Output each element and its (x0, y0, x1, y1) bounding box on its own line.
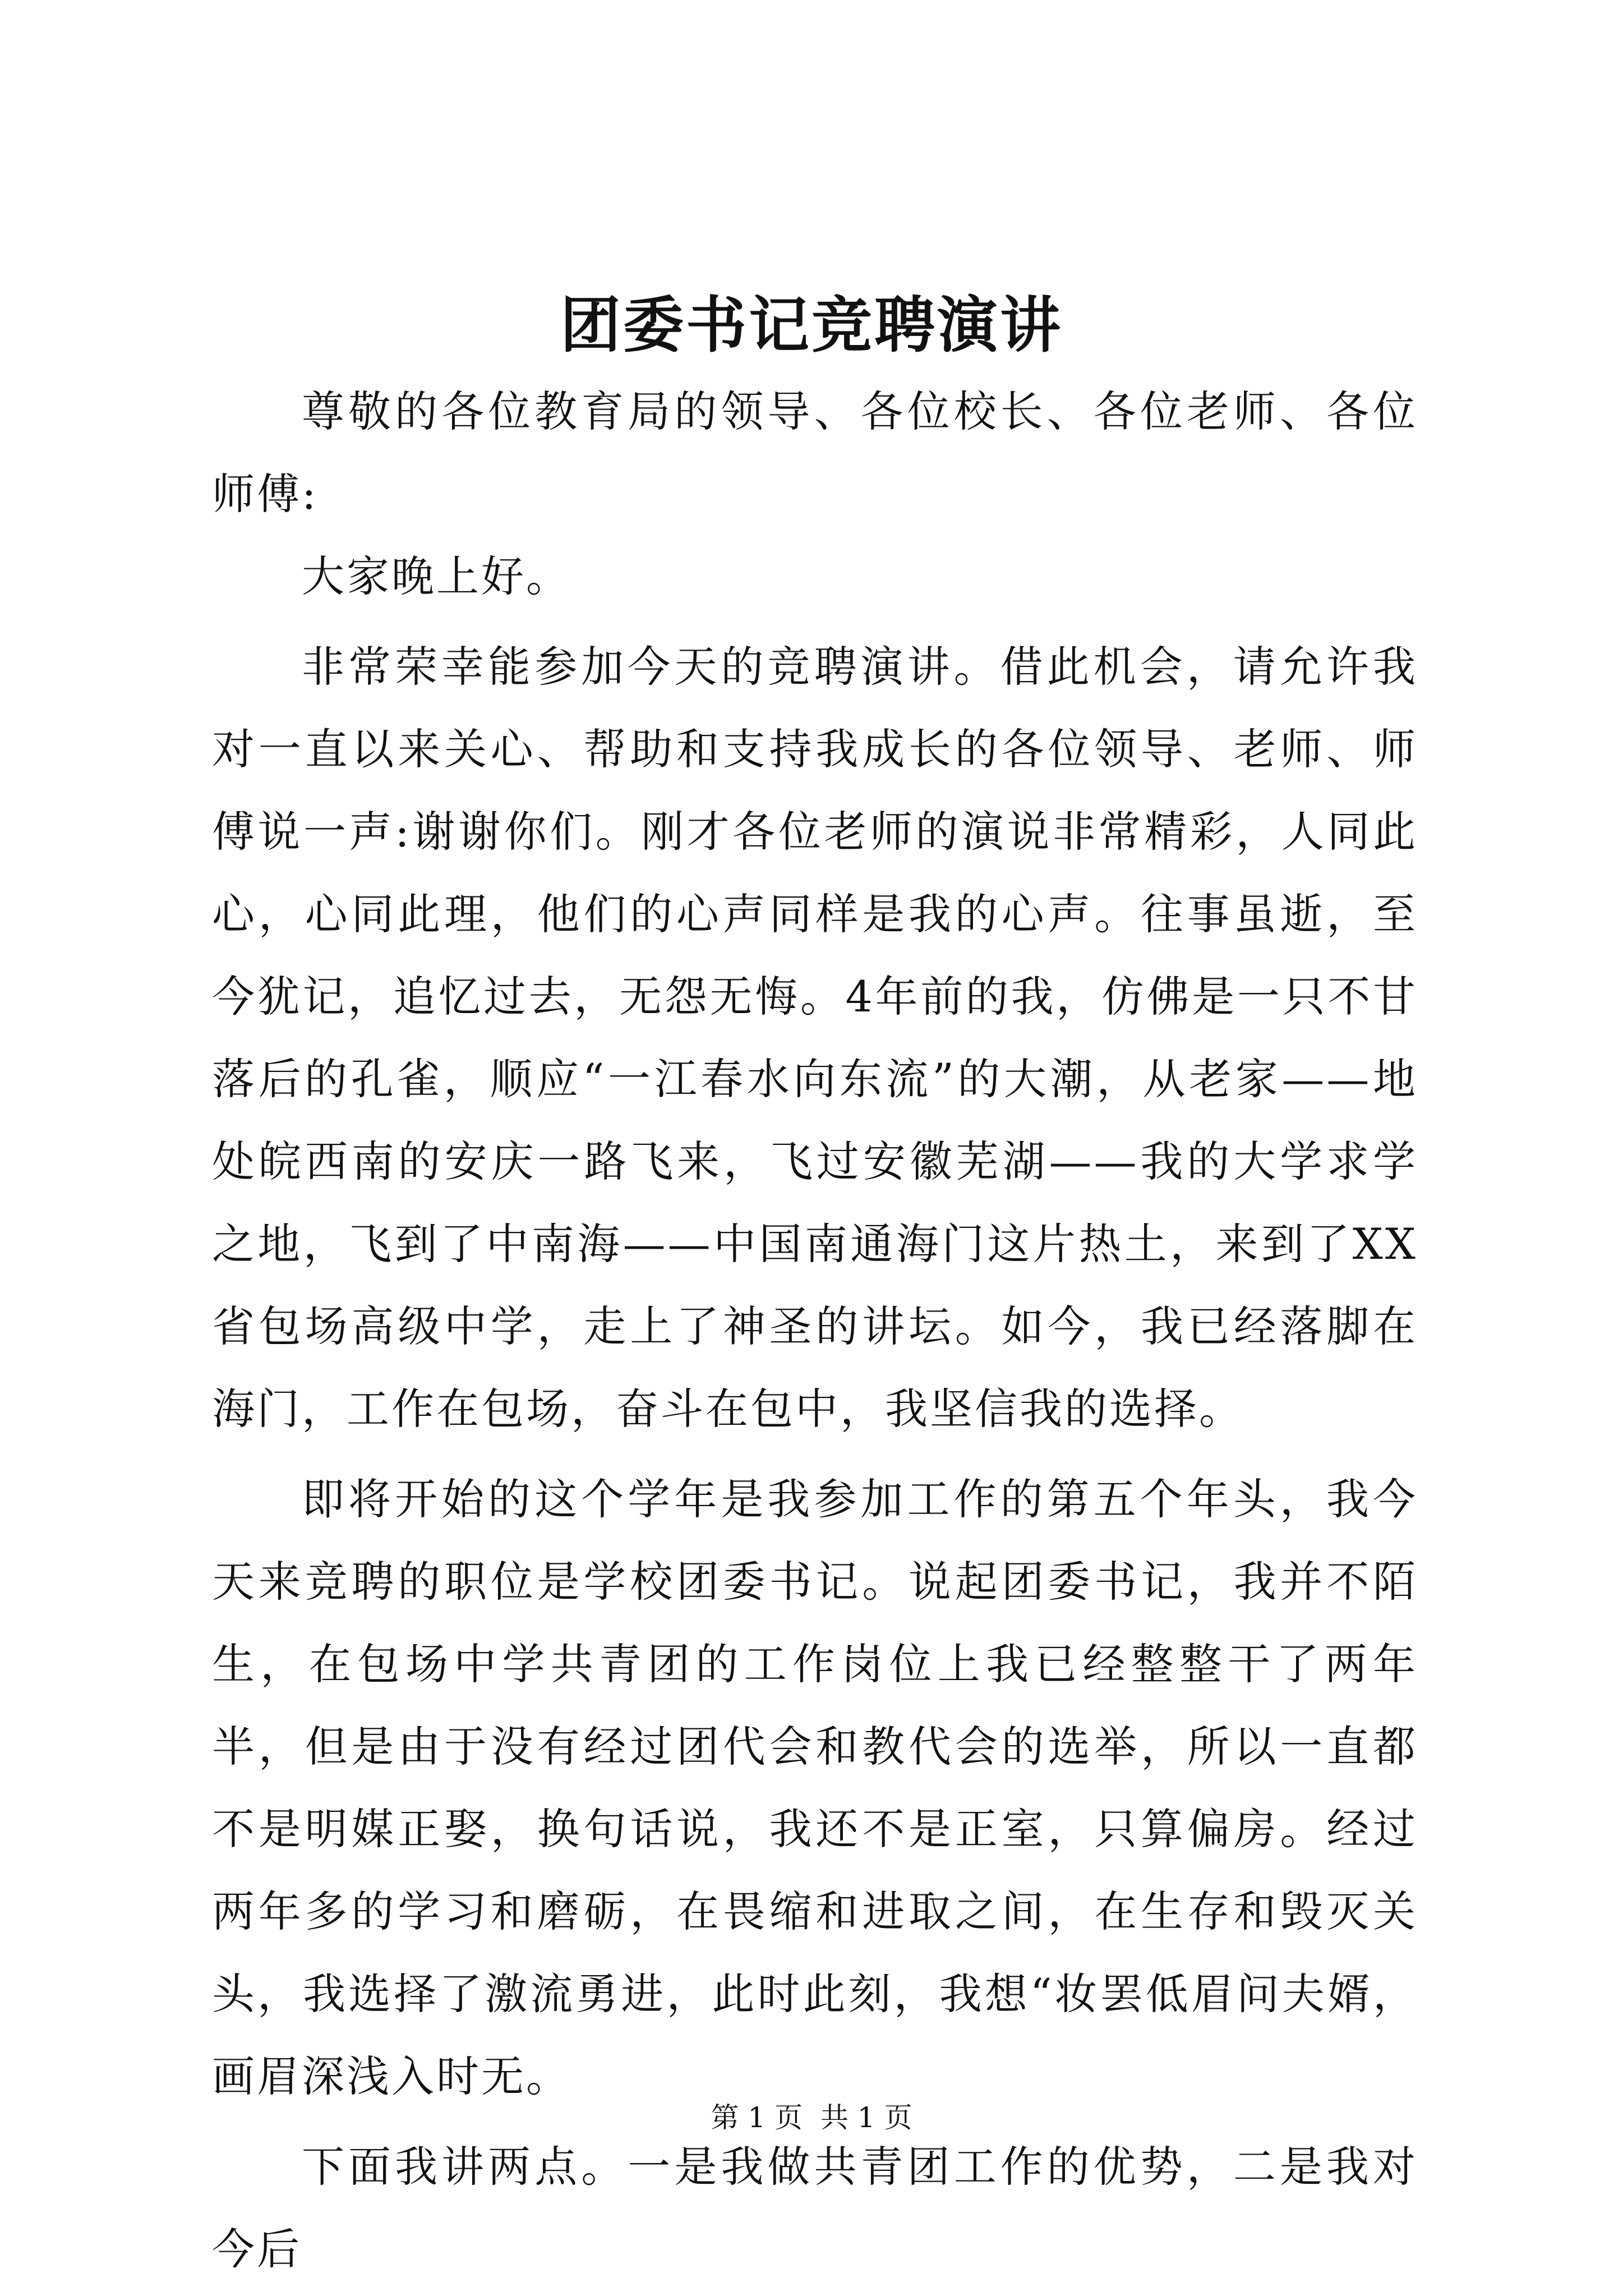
document-title: 团委书记竞聘演讲 (560, 290, 1063, 361)
greeting-paragraph: 大家晚上好。 (302, 551, 571, 601)
body-paragraph: 即将开始的这个学年是我参加工作的第五个年头，我今天来竞聘的职位是学校团委书记。说起团委书记，我并不陌生，在包场中学共青团的工作岗位上我已经整整干了两年半，但是由于没有经过团代会和教代会的选举，所以一直都不是明媒正娶，换句话说，我还不是正室，只算偏房。经过两年多的学习和磨砺，在畏缩和进取之间，在生存和毁灭关头，我选择了激流勇进，此时此刻，我想“妆罢低眉问夫婿，画眉深浅入时无。 (212, 1474, 1418, 2101)
salutation-paragraph: 尊敬的各位教育局的领导、各位校长、各位老师、各位师傅: (212, 386, 1418, 519)
page-footer (0, 2095, 1623, 2140)
page-number: 第 1 页 共 1 页 (711, 2101, 912, 2134)
document-body (212, 370, 1418, 2290)
body-paragraph: 非常荣幸能参加今天的竞聘演讲。借此机会，请允许我对一直以来关心、帮助和支持我成长的各位领导、老师、师傅说一声:谢谢你们。刚才各位老师的演说非常精彩，人同此心，心同此理，他们的心声同样是我的心声。往事虽逝，至今犹记，追忆过去，无怨无悔。4年前的我，仿佛是一只不甘落后的孔雀，顺应“一江春水向东流”的大潮，从老家——地处皖西南的安庆一路飞来，飞过安徽芜湖——我的大学求学之地，飞到了中南海——中国南通海门这片热土，来到了XX省包场高级中学，走上了神圣的讲坛。如今，我已经落脚在海门，工作在包场，奋斗在包中，我坚信我的选择。 (212, 642, 1418, 1434)
body-paragraph: 下面我讲两点。一是我做共青团工作的优势，二是我对今后 (212, 2142, 1418, 2274)
